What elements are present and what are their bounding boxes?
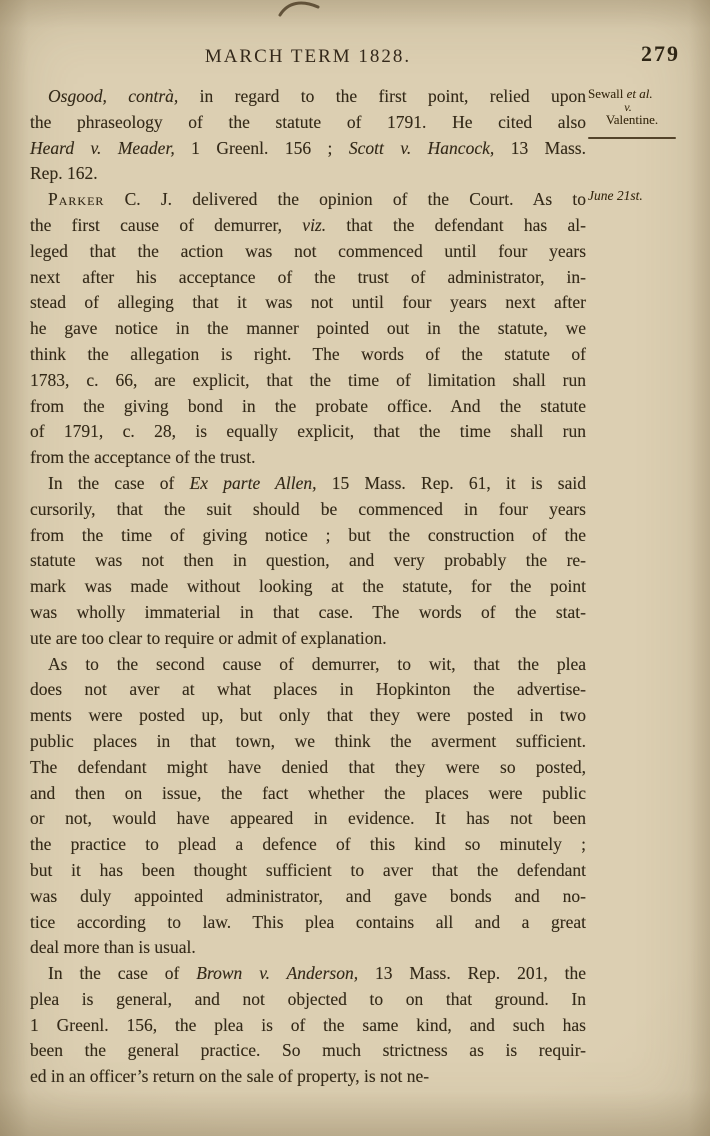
text-line [30,961,586,987]
text-segment: leged that the action was not commenced until four years [30,240,586,261]
text-segment: of 1791, c. 28, is equally explicit, that the time shall run [30,421,586,442]
text-line [30,677,586,703]
text-line [30,935,586,961]
text-segment: the first cause of demurrer, [30,214,303,235]
text-segment: tice according to law. This plea contains all and a great [30,911,586,932]
text-line [30,110,586,136]
paragraph [30,652,586,962]
text-line [30,419,586,445]
text-segment: mark was made without looking at the statute, for the point [30,576,586,597]
text-segment: does not aver at what places in Hopkinton the advertise- [30,679,586,700]
text-segment: In the case of [48,963,197,984]
text-line [30,910,586,936]
text-segment: been the general practice. So much strictness as is requir- [30,1040,586,1061]
text-line [30,497,586,523]
text-segment: deal more than is usual. [30,937,196,958]
italic-text: Ex parte Allen, [189,472,317,493]
paragraph [30,84,586,187]
text-segment: from the acceptance of the trust. [30,447,256,468]
text-line [30,84,586,110]
text-line [30,394,586,420]
text-segment: was duly appointed administrator, and gave bonds and no- [30,885,586,906]
text-line [30,987,586,1013]
text-line [30,265,586,291]
smallcaps-text: Parker [48,189,105,210]
case-party2: Valentine. [605,112,659,127]
text-line [30,781,586,807]
text-line [30,213,586,239]
text-line [30,342,586,368]
case-note-parties [588,87,692,101]
text-line [30,652,586,678]
text-line [30,187,586,213]
margin-date-note: June 21st. [588,188,643,203]
text-segment: As to the second cause of demurrer, to wit, that the plea [48,653,586,674]
text-line [30,626,586,652]
text-segment: The defendant might have denied that they were so posted, [30,756,586,777]
text-line [30,136,586,162]
text-segment: from the time of giving notice ; but the construction of the [30,524,586,545]
italic-text: Brown v. Anderson, [196,963,359,984]
running-head [30,46,586,68]
case-versus: v. [624,100,632,114]
text-line [30,548,586,574]
text-segment: 1 Greenl. 156, the plea is of the same kind, and such has [30,1014,586,1035]
text-segment: 15 Mass. Rep. 61, it is said [316,472,586,493]
paragraph [30,187,586,471]
running-head-title: MARCH TERM 1828. [204,46,412,67]
text-segment: 1783, c. 66, are explicit, that the time of limitation shall run [30,369,586,390]
text-segment: Rep. 162. [30,163,98,184]
case-party1-etal: et al. [626,86,653,101]
text-line [30,368,586,394]
text-segment: C. J. delivered the opinion of the Court. As to [104,189,586,210]
text-segment: in regard to the first point, relied upon [178,86,587,106]
text-segment: was wholly immaterial in that case. The words of the stat- [30,601,586,622]
text-segment: think the allegation is right. The words of the statute of [30,343,586,364]
text-line [30,755,586,781]
text-segment: plea is general, and not objected to on that ground. In [30,988,586,1009]
text-segment: the phraseology of the statute of 1791. He cited also [30,111,586,132]
text-line [30,445,586,471]
text-segment: 13 Mass. [494,137,586,158]
text-segment: that the defendant has al- [326,214,586,235]
paragraph [30,471,586,652]
text-line [30,858,586,884]
text-segment: the practice to plead a defence of this kind so minutely ; [30,834,586,855]
text-segment: statute was not then in question, and very probably the re- [30,550,586,571]
text-segment: ute are too clear to require or admit of explanation. [30,627,387,648]
text-segment: ments were posted up, but only that they were posted in two [30,705,586,726]
text-line [30,729,586,755]
text-segment: he gave notice in the manner pointed out in the statute, we [30,318,586,339]
text-line [30,523,586,549]
text-line [30,1064,586,1090]
text-segment: 1 Greenl. 156 ; [174,137,349,158]
ink-stroke-decoration [276,0,322,20]
text-segment: stead of alleging that it was not until four years next after [30,292,586,313]
opinion-text [30,84,586,1090]
text-segment: from the giving bond in the probate office. And the statute [30,395,586,416]
text-segment: cursorily, that the suit should be commenced in four years [30,498,586,519]
text-line [30,316,586,342]
page-number: 279 [641,41,680,66]
italic-text: Osgood, contrà, [48,86,179,106]
text-segment: but it has been thought sufficient to aver that the defendant [30,859,586,880]
text-line [30,161,586,187]
text-line [30,1038,586,1064]
case-party1: Sewall [588,86,627,101]
text-line [30,832,586,858]
text-line [30,239,586,265]
text-line [30,600,586,626]
paragraph [30,961,586,1090]
italic-text: Heard v. Meader, [30,137,175,158]
italic-text: viz. [302,214,327,235]
text-line [30,290,586,316]
margin-case-note [588,87,692,139]
text-segment: public places in that town, we think the averment sufficient. [30,730,586,751]
text-line [30,574,586,600]
italic-text: Scott v. Hancock, [348,137,495,158]
text-line [30,806,586,832]
text-segment: In the case of [48,472,190,493]
text-segment: and then on issue, the fact whether the places were public [30,782,586,803]
text-line [30,703,586,729]
text-segment: or not, would have appeared in evidence. It has not been [30,808,586,829]
text-segment: 13 Mass. Rep. 201, the [358,963,586,984]
margin-note-rule [588,137,676,139]
text-segment: next after his acceptance of the trust of administrator, in- [30,266,586,287]
text-line [30,471,586,497]
text-line [30,1013,586,1039]
text-segment: ed in an officer’s return on the sale of property, is not ne- [30,1066,430,1087]
text-line [30,884,586,910]
